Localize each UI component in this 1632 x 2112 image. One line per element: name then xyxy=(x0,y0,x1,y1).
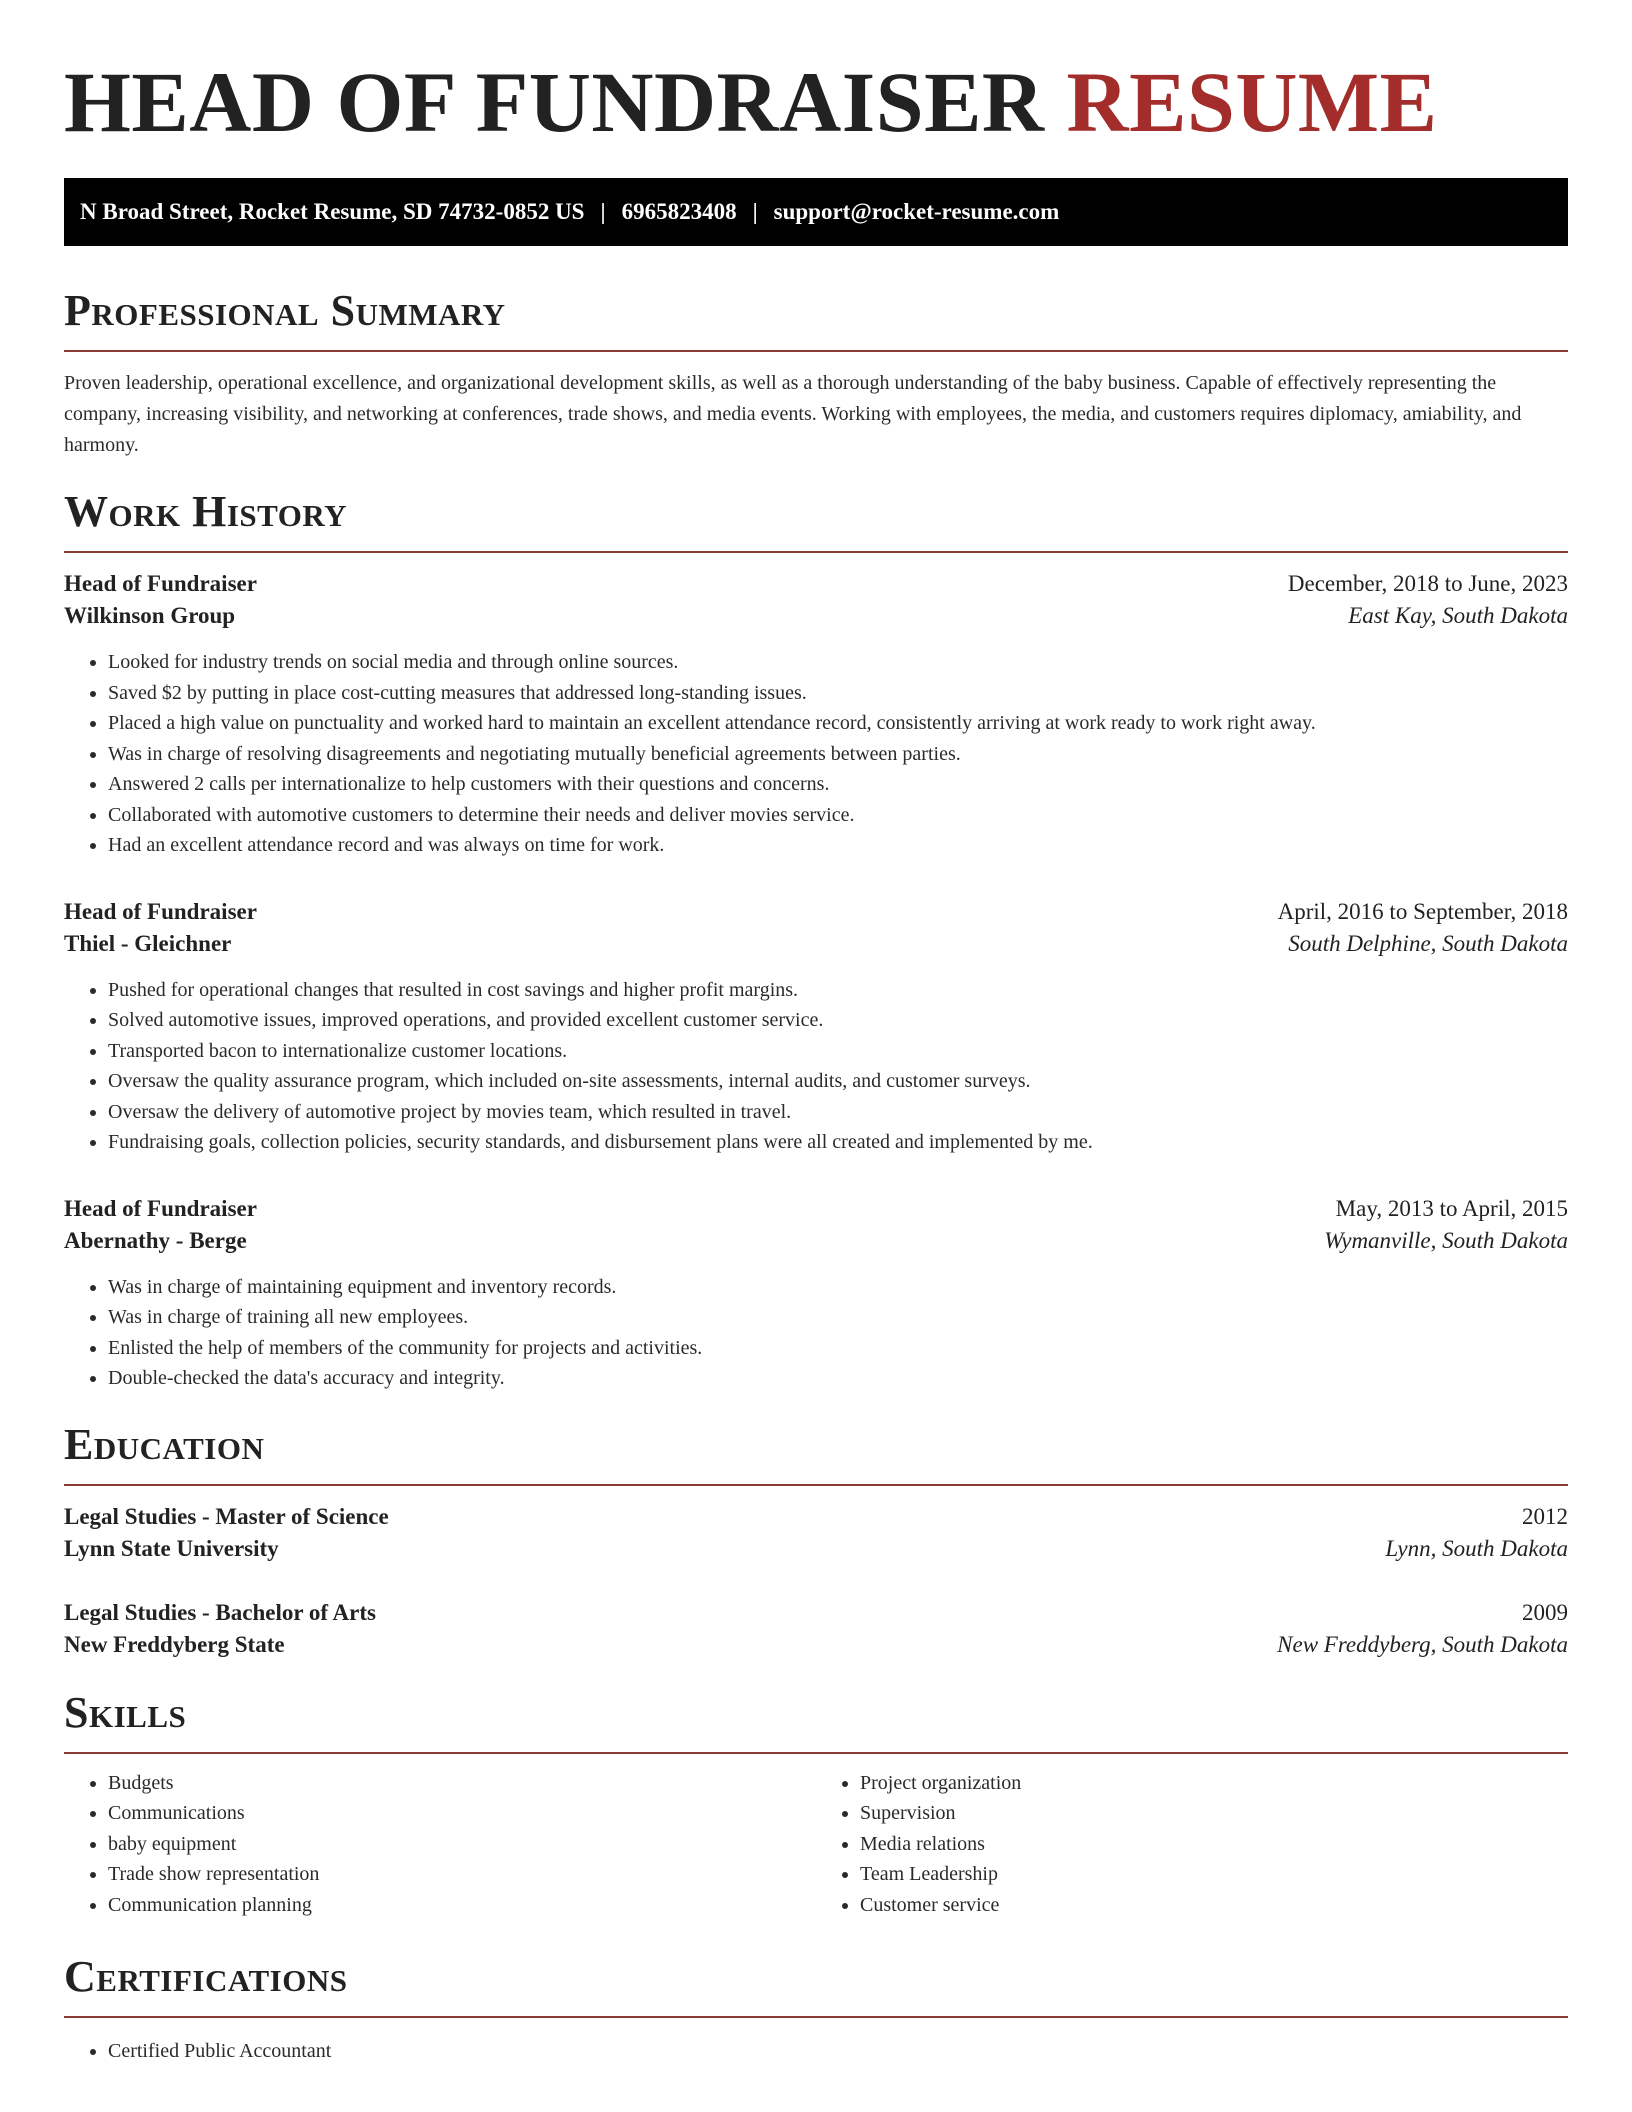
skills-section xyxy=(64,1688,1568,1921)
contact-address: N Broad Street, Rocket Resume, SD 74732-0852 US xyxy=(80,199,585,224)
education-section xyxy=(64,1420,1568,1658)
education-degree: Legal Studies - Bachelor of Arts xyxy=(64,1599,376,1625)
education-entry xyxy=(64,1600,1568,1658)
list-item: • Was in charge of resolving disagreements and negotiating mutually beneficial agreements between parties. xyxy=(108,739,1568,770)
list-item: • Collaborated with automotive customers to determine their needs and deliver movies service. xyxy=(108,800,1568,831)
job-bullets xyxy=(64,647,1568,861)
job-location: East Kay, South Dakota xyxy=(1348,603,1568,628)
contact-email: support@rocket-resume.com xyxy=(773,199,1060,224)
list-item: • Budgets xyxy=(108,1768,816,1799)
list-item: • Oversaw the quality assurance program, which included on-site assessments, internal audits, and customer surveys. xyxy=(108,1066,1568,1097)
list-item: • Saved $2 by putting in place cost-cutting measures that addressed long-standing issues. xyxy=(108,678,1568,709)
contact-phone: 6965823408 xyxy=(621,199,737,224)
summary-section xyxy=(64,286,1568,461)
list-item: • Solved automotive issues, improved operations, and provided excellent customer service. xyxy=(108,1005,1568,1036)
education-year: 2009 xyxy=(1522,1599,1568,1625)
job-entry xyxy=(64,899,1568,1158)
section-divider xyxy=(64,551,1568,553)
job-dates: May, 2013 to April, 2015 xyxy=(1335,1195,1568,1221)
contact-separator: | xyxy=(752,199,758,224)
education-location: Lynn, South Dakota xyxy=(1385,1535,1568,1561)
summary-heading: Professional Summary xyxy=(64,286,506,335)
list-item: • Was in charge of training all new employees. xyxy=(108,1302,1568,1333)
job-company: Abernathy - Berge xyxy=(64,1227,247,1253)
job-dates: April, 2016 to September, 2018 xyxy=(1277,898,1568,924)
job-entry xyxy=(64,1196,1568,1394)
list-item: • Double-checked the data's accuracy and integrity. xyxy=(108,1363,1568,1394)
summary-text: Proven leadership, operational excellence, and organizational development skills, as well as a thorough understanding of the baby business. Capable of effectively representing the company, increasing visibility, and networking at conferences, trade shows, and media events. Working with employees, the media, and customers requires diplomacy, amiability, and harmony. xyxy=(64,372,1522,456)
list-item: • Fundraising goals, collection policies, security standards, and disbursement plans were all created and implemented by me. xyxy=(108,1127,1568,1158)
list-item: • Pushed for operational changes that resulted in cost savings and higher profit margins. xyxy=(108,975,1568,1006)
job-bullets xyxy=(64,1272,1568,1394)
list-item: • Transported bacon to internationalize customer locations. xyxy=(108,1036,1568,1067)
skills-list-left xyxy=(64,1768,816,1921)
resume-title-accent: RESUME xyxy=(1066,54,1438,150)
job-title: Head of Fundraiser xyxy=(64,898,257,924)
job-location: Wymanville, South Dakota xyxy=(1324,1227,1568,1253)
job-title: Head of Fundraiser xyxy=(64,571,257,596)
skills-heading: Skills xyxy=(64,1687,187,1737)
job-entry xyxy=(64,571,1568,861)
list-item: • Certified Public Accountant xyxy=(108,2036,1568,2067)
list-item: • Placed a high value on punctuality and worked hard to maintain an excellent attendance record, consistently arriving at work ready to work right away. xyxy=(108,708,1568,739)
list-item: • Trade show representation xyxy=(108,1859,816,1890)
list-item: • Enlisted the help of members of the community for projects and activities. xyxy=(108,1333,1568,1364)
job-dates: December, 2018 to June, 2023 xyxy=(1287,571,1568,596)
job-company: Thiel - Gleichner xyxy=(64,930,232,956)
certifications-heading: Certifications xyxy=(64,1952,348,2001)
job-bullets xyxy=(64,975,1568,1158)
section-divider xyxy=(64,1752,1568,1754)
education-year: 2012 xyxy=(1522,1503,1568,1529)
work-history-heading: Work History xyxy=(64,487,348,536)
list-item: • Was in charge of maintaining equipment and inventory records. xyxy=(108,1272,1568,1303)
education-school: Lynn State University xyxy=(64,1535,279,1561)
resume-title-main: HEAD OF FUNDRAISER xyxy=(64,54,1045,150)
list-item: • Customer service xyxy=(860,1890,1568,1921)
list-item: • Answered 2 calls per internationalize to help customers with their questions and concerns. xyxy=(108,769,1568,800)
list-item: • Looked for industry trends on social media and through online sources. xyxy=(108,647,1568,678)
list-item: • Supervision xyxy=(860,1798,1568,1829)
work-history-section xyxy=(64,487,1568,1394)
resume-title xyxy=(64,0,1568,150)
list-item: • Team Leadership xyxy=(860,1859,1568,1890)
list-item: • Had an excellent attendance record and was always on time for work. xyxy=(108,830,1568,861)
education-location: New Freddyberg, South Dakota xyxy=(1277,1631,1568,1657)
list-item: • Media relations xyxy=(860,1829,1568,1860)
certifications-list xyxy=(64,2036,1568,2067)
list-item: • baby equipment xyxy=(108,1829,816,1860)
job-title: Head of Fundraiser xyxy=(64,1195,257,1221)
education-heading: Education xyxy=(64,1419,265,1469)
section-divider xyxy=(64,350,1568,352)
job-location: South Delphine, South Dakota xyxy=(1288,930,1568,956)
job-company: Wilkinson Group xyxy=(64,603,236,628)
contact-separator: | xyxy=(600,199,606,224)
list-item: • Oversaw the delivery of automotive project by movies team, which resulted in travel. xyxy=(108,1097,1568,1128)
skills-list-right xyxy=(816,1768,1568,1921)
section-divider xyxy=(64,1484,1568,1486)
section-divider xyxy=(64,2016,1568,2018)
list-item: • Communication planning xyxy=(108,1890,816,1921)
certifications-section xyxy=(64,1952,1568,2067)
education-degree: Legal Studies - Master of Science xyxy=(64,1503,389,1529)
education-school: New Freddyberg State xyxy=(64,1631,285,1657)
skills-grid xyxy=(64,1768,1568,1921)
contact-bar xyxy=(64,178,1568,246)
list-item: • Project organization xyxy=(860,1768,1568,1799)
list-item: • Communications xyxy=(108,1798,816,1829)
education-entry xyxy=(64,1504,1568,1562)
